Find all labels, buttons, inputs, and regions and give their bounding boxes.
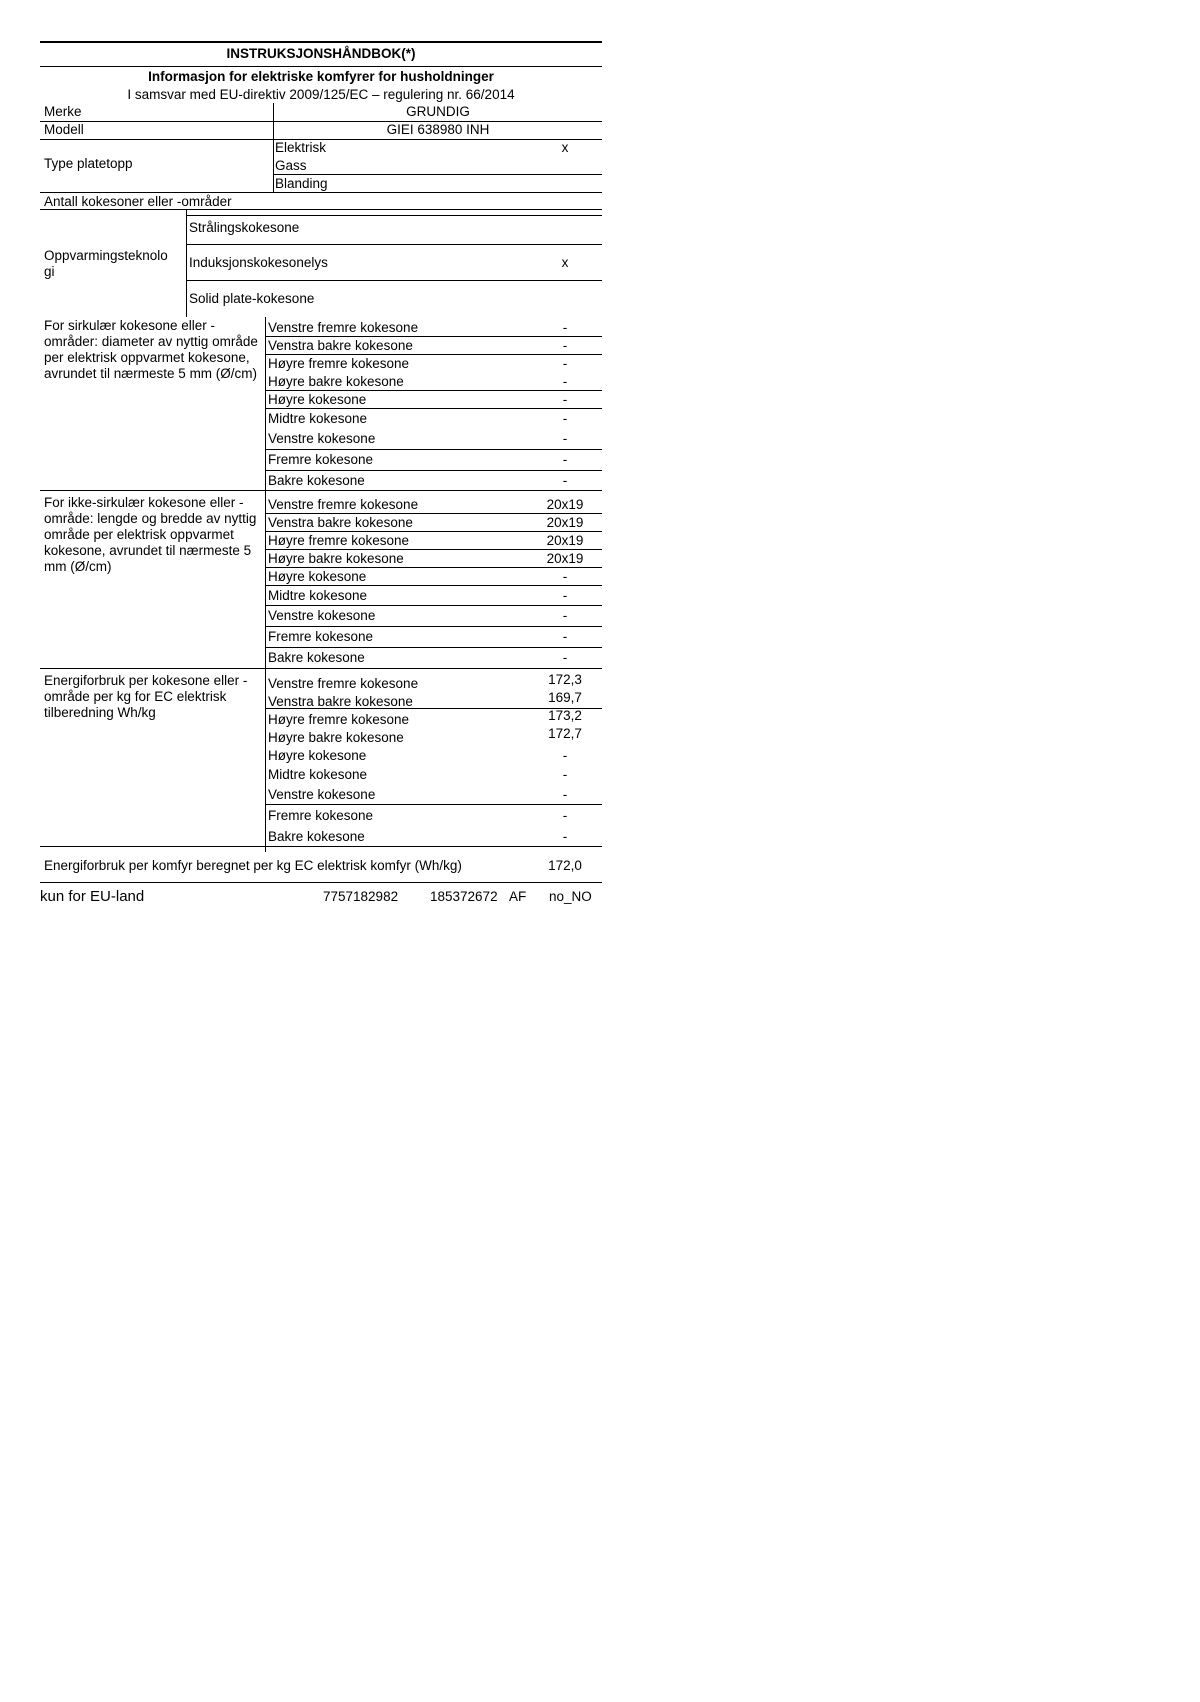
energy-zone-value: - <box>562 767 568 782</box>
heating-tech-option: Induksjonskokesonelys <box>189 255 328 270</box>
noncircular-zone-value: - <box>562 608 568 623</box>
divider <box>266 531 602 532</box>
energy-zone-label: Bakre kokesone <box>268 829 365 844</box>
total-energy-value: 172,0 <box>548 858 582 873</box>
energy-zone-value: - <box>562 748 568 763</box>
divider <box>266 605 602 606</box>
divider <box>40 66 602 67</box>
noncircular-zone-value: 20x19 <box>546 551 584 566</box>
noncircular-zone-value: - <box>562 650 568 665</box>
energy-zone-label: Fremre kokesone <box>268 808 374 823</box>
energy-zone-label: Høyre kokesone <box>268 748 367 763</box>
divider <box>266 647 602 648</box>
hob-type-option: Blanding <box>275 176 328 191</box>
energy-zone-value: 172,7 <box>548 726 582 741</box>
circular-zone-value: - <box>562 431 568 446</box>
circular-zone-label: Bakre kokesone <box>268 473 365 488</box>
noncircular-zone-value: 20x19 <box>546 497 584 512</box>
circular-zone-value: - <box>562 392 568 407</box>
noncircular-zone-value: 20x19 <box>546 533 584 548</box>
divider <box>187 244 602 245</box>
energy-zone-value: 172,3 <box>548 672 582 687</box>
circular-zone-label: Venstra bakre kokesone <box>268 338 413 353</box>
divider <box>40 668 602 669</box>
energy-zone-label: Venstre fremre kokesone <box>268 676 419 691</box>
footer-code-3: AF <box>509 889 527 904</box>
divider <box>266 567 602 568</box>
brand-label: Merke <box>44 104 82 119</box>
energy-zone-value: - <box>562 808 568 823</box>
energy-label: Energiforbruk per kokesone eller -område per kg for EC elektrisk tilberedning Wh/kg <box>44 673 248 720</box>
divider <box>40 846 602 847</box>
noncircular-zone-label: Høyre kokesone <box>268 569 367 584</box>
divider <box>186 210 187 317</box>
noncircular-zone-label: Høyre bakre kokesone <box>268 551 404 566</box>
directive-reference: I samsvar med EU-direktiv 2009/125/EC – regulering nr. 66/2014 <box>127 87 515 102</box>
model-value: GIEI 638980 INH <box>386 122 490 137</box>
document-title: INSTRUKSJONSHÅNDBOK(*) <box>226 46 416 61</box>
circular-zone-label: Venstre fremre kokesone <box>268 320 419 335</box>
heating-tech-option: Solid plate-kokesone <box>189 291 315 306</box>
divider <box>40 490 602 491</box>
hob-type-label: Type platetopp <box>44 156 133 171</box>
noncircular-zone-label: Bakre kokesone <box>268 650 365 665</box>
circular-label: For sirkulær kokesone eller -områder: diameter av nyttig område per elektrisk oppvarmet kokesone, avrundet til nærmeste 5 mm (Ø/cm) <box>44 318 258 381</box>
noncircular-zone-label: Venstre fremre kokesone <box>268 497 419 512</box>
noncircular-zone-value: - <box>562 629 568 644</box>
noncircular-label: For ikke-sirkulær kokesone eller -område: lengde og bredde av nyttig område per elektrisk oppvarmet kokesone, avrundet til nærmeste 5 mm (Ø/cm) <box>44 495 257 574</box>
divider <box>266 804 602 805</box>
noncircular-zone-label: Fremre kokesone <box>268 629 374 644</box>
noncircular-zone-value: 20x19 <box>546 515 584 530</box>
footer-note: kun for EU-land <box>40 888 145 905</box>
energy-zone-value: - <box>562 787 568 802</box>
energy-zone-label: Høyre bakre kokesone <box>268 730 404 745</box>
circular-zone-value: - <box>562 338 568 353</box>
heating-tech-mark: x <box>561 255 569 270</box>
divider <box>266 390 602 391</box>
footer-code-1: 7757182982 <box>323 889 399 904</box>
circular-zone-label: Høyre kokesone <box>268 392 367 407</box>
circular-zone-value: - <box>562 411 568 426</box>
energy-zone-label: Venstra bakre kokesone <box>268 694 413 709</box>
divider <box>274 174 602 175</box>
heating-tech-option: Strålingskokesone <box>189 220 300 235</box>
circular-zone-value: - <box>562 452 568 467</box>
noncircular-zone-value: - <box>562 588 568 603</box>
circular-zone-value: - <box>562 320 568 335</box>
divider <box>187 215 602 216</box>
document-subtitle: Informasjon for elektriske komfyrer for husholdninger <box>148 69 494 84</box>
circular-zone-label: Høyre bakre kokesone <box>268 374 404 389</box>
heating-tech-label-line2: gi <box>44 264 55 279</box>
divider <box>266 408 602 409</box>
divider <box>266 449 602 450</box>
divider <box>266 585 602 586</box>
divider <box>266 470 602 471</box>
divider <box>273 139 274 193</box>
divider <box>187 280 602 281</box>
divider <box>266 354 602 355</box>
footer-code-2: 185372672 <box>430 889 498 904</box>
energy-zone-label: Høyre fremre kokesone <box>268 712 410 727</box>
divider <box>40 192 602 193</box>
noncircular-zone-label: Midtre kokesone <box>268 588 368 603</box>
brand-value: GRUNDIG <box>406 104 470 119</box>
noncircular-zone-label: Høyre fremre kokesone <box>268 533 410 548</box>
energy-zone-value: 173,2 <box>548 708 582 723</box>
circular-zone-value: - <box>562 356 568 371</box>
zones-count-label: Antall kokesoner eller -områder <box>44 194 232 209</box>
energy-zone-label: Midtre kokesone <box>268 767 368 782</box>
circular-zone-value: - <box>562 374 568 389</box>
top-rule <box>40 41 602 43</box>
hob-type-mark: x <box>561 140 569 155</box>
hob-type-option: Gass <box>275 158 307 173</box>
energy-zone-value: 169,7 <box>548 690 582 705</box>
circular-zone-label: Høyre fremre kokesone <box>268 356 410 371</box>
circular-zone-value: - <box>562 473 568 488</box>
noncircular-zone-label: Venstra bakre kokesone <box>268 515 413 530</box>
circular-zone-label: Venstre kokesone <box>268 431 376 446</box>
heating-tech-label-line1: Oppvarmingsteknolo <box>44 248 168 263</box>
footer-locale: no_NO <box>549 889 592 904</box>
circular-zone-label: Fremre kokesone <box>268 452 374 467</box>
divider <box>266 336 602 337</box>
bottom-rule <box>40 882 602 883</box>
hob-type-option: Elektrisk <box>275 140 327 155</box>
divider <box>266 549 602 550</box>
energy-zone-value: - <box>562 829 568 844</box>
divider <box>266 626 602 627</box>
circular-zone-label: Midtre kokesone <box>268 411 368 426</box>
total-energy-label: Energiforbruk per komfyr beregnet per kg EC elektrisk komfyr (Wh/kg) <box>44 858 462 873</box>
model-label: Modell <box>44 122 84 137</box>
divider <box>266 513 602 514</box>
noncircular-zone-label: Venstre kokesone <box>268 608 376 623</box>
noncircular-zone-value: - <box>562 569 568 584</box>
energy-zone-label: Venstre kokesone <box>268 787 376 802</box>
divider <box>40 209 602 210</box>
